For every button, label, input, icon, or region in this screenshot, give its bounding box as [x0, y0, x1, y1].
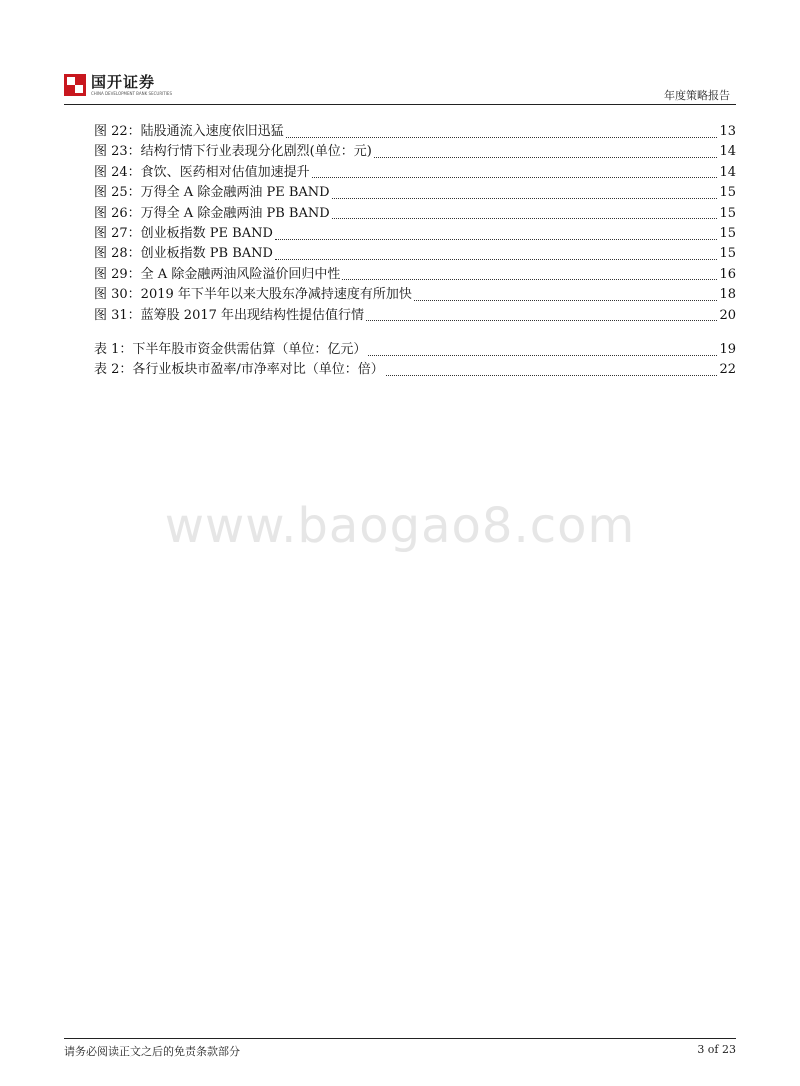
toc-entry-page: 16: [719, 266, 736, 282]
page-footer: [64, 1038, 736, 1058]
toc-entry-label: 图 22：陆股通流入速度依旧迅猛: [94, 124, 284, 139]
toc-entry-label: 图 31：蓝筹股 2017 年出现结构性提估值行情: [94, 307, 365, 323]
toc-entry[interactable]: [94, 122, 736, 142]
toc-entry-label: 图 29：全 A 除金融两油风险溢价回归中性: [94, 266, 341, 282]
toc-entry-page: 15: [719, 225, 736, 241]
logo-mark-icon: [64, 74, 86, 96]
toc-entry-label: 图 24：食饮、医药相对估值加速提升: [94, 164, 310, 180]
toc-entry-label: 图 27：创业板指数 PE BAND: [94, 225, 273, 241]
toc-entry[interactable]: [94, 340, 736, 360]
toc-entry[interactable]: [94, 265, 736, 285]
toc-leader-dots: [374, 157, 718, 158]
toc-entry-label: 图 25：万得全 A 除金融两油 PE BAND: [94, 185, 330, 201]
toc-entry[interactable]: [94, 142, 736, 162]
toc-entry-page: 20: [719, 307, 736, 323]
toc-leader-dots: [312, 177, 718, 178]
toc-entry-page: 15: [719, 205, 736, 221]
figure-list: [94, 122, 736, 326]
toc-leader-dots: [368, 355, 717, 356]
disclaimer-text: 请务必阅读正文之后的免责条款部分: [64, 1045, 240, 1058]
toc-leader-dots: [366, 320, 717, 321]
toc-entry-page: 22: [719, 362, 736, 378]
toc-entry-label: 图 23：结构行情下行业表现分化剧烈(单位：元): [94, 144, 372, 160]
toc-entry[interactable]: [94, 360, 736, 380]
watermark: www.baogao8.com: [164, 498, 636, 554]
report-type: 年度策略报告: [664, 89, 730, 102]
toc-entry-label: 表 1：下半年股市资金供需估算（单位：亿元）: [94, 341, 367, 357]
toc-entry-page: 14: [719, 164, 736, 180]
toc-entry-page: 19: [719, 341, 736, 357]
table-of-contents: [94, 122, 736, 395]
toc-entry-page: 18: [719, 287, 736, 303]
table-list: [94, 340, 736, 381]
toc-entry[interactable]: [94, 183, 736, 203]
toc-entry-label: 图 26：万得全 A 除金融两油 PB BAND: [94, 205, 330, 221]
toc-leader-dots: [342, 279, 717, 280]
toc-leader-dots: [386, 375, 718, 376]
toc-leader-dots: [414, 300, 718, 301]
toc-leader-dots: [332, 198, 718, 199]
toc-entry[interactable]: [94, 204, 736, 224]
toc-entry-page: 15: [719, 246, 736, 262]
toc-entry[interactable]: [94, 244, 736, 264]
toc-entry-page: 14: [719, 144, 736, 160]
toc-entry-page: 15: [719, 185, 736, 201]
logo-name: 国开证券: [91, 73, 156, 91]
toc-entry-label: 图 28：创业板指数 PB BAND: [94, 246, 273, 262]
toc-entry[interactable]: [94, 224, 736, 244]
toc-entry-label: 图 30：2019 年下半年以来大股东净减持速度有所加快: [94, 287, 412, 303]
company-logo: [64, 74, 172, 96]
toc-entry-page: 13: [719, 124, 736, 139]
toc-leader-dots: [275, 239, 718, 240]
toc-entry-label: 表 2：各行业板块市盈率/市净率对比（单位：倍）: [94, 362, 384, 378]
toc-leader-dots: [275, 259, 717, 260]
toc-leader-dots: [286, 137, 718, 138]
page-number: 3 of 23: [697, 1043, 736, 1056]
toc-entry[interactable]: [94, 306, 736, 326]
page-header: [64, 70, 736, 105]
toc-entry[interactable]: [94, 163, 736, 183]
logo-subtitle: CHINA DEVELOPMENT BANK SECURITIES: [91, 91, 172, 96]
toc-leader-dots: [332, 218, 718, 219]
toc-entry[interactable]: [94, 285, 736, 305]
